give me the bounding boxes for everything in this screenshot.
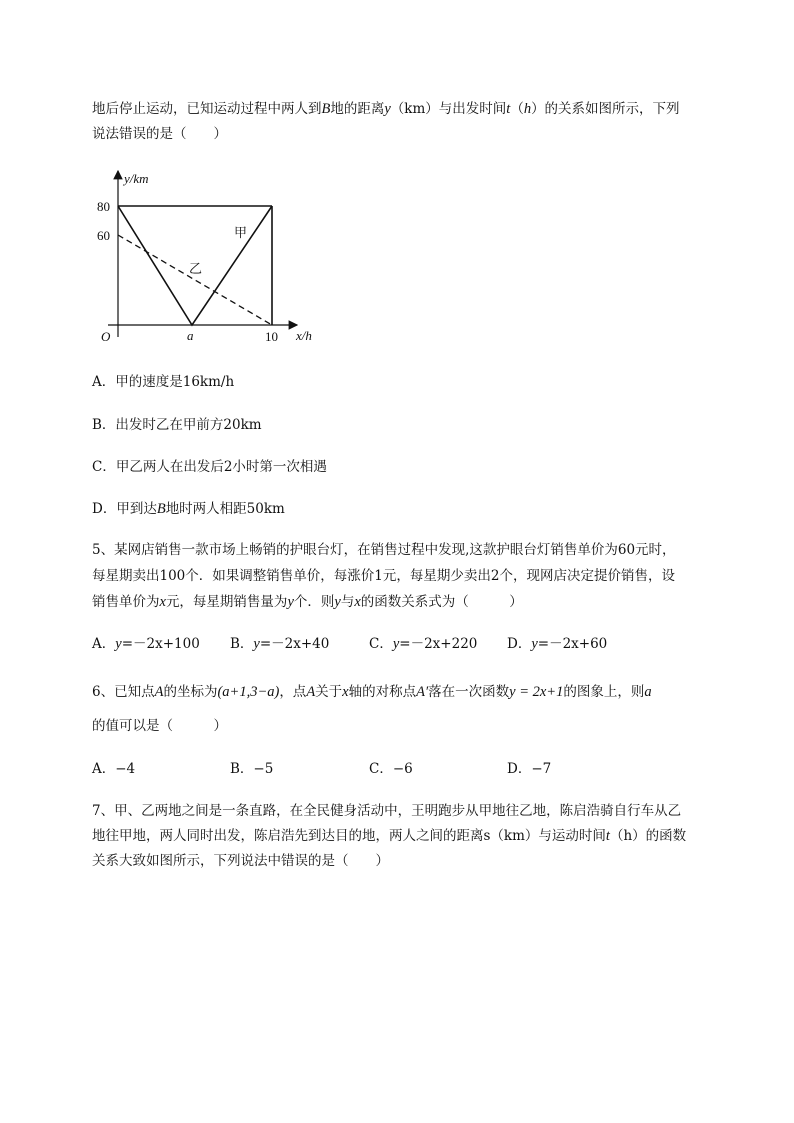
q4-var-t: t bbox=[506, 101, 511, 117]
q6-line2: 的值可以是（ ） bbox=[92, 718, 227, 734]
q5-option-c bbox=[369, 634, 477, 654]
q4-stem-text: （ bbox=[510, 101, 524, 117]
q5-var-x: x bbox=[159, 594, 166, 610]
yi-dashed-line bbox=[118, 235, 272, 325]
q6-option-d: D．−7 bbox=[507, 761, 552, 777]
q5-option-b bbox=[230, 634, 329, 654]
q4-stem-text: （km）与出发时间 bbox=[390, 101, 507, 117]
q6-text: 落在一次函数 bbox=[428, 684, 510, 700]
q5-text: 销售单价为 bbox=[92, 594, 160, 610]
q5-option-a bbox=[92, 634, 200, 654]
q4-option-b: B．出发时乙在甲前方20km bbox=[92, 417, 262, 433]
q4-var-y: y bbox=[384, 101, 391, 117]
q6-line1 bbox=[92, 682, 652, 702]
q4-option-d-text: D．甲到达 bbox=[92, 501, 157, 517]
q5-text: 个．则 bbox=[293, 594, 335, 610]
q5-option-var: y bbox=[392, 636, 400, 652]
q5-option-d bbox=[507, 634, 607, 654]
q4-stem-text: 地后停止运动，已知运动过程中两人到 bbox=[92, 101, 322, 117]
x-axis-label: x/h bbox=[296, 328, 312, 343]
q6-coordinate: (a+1,3−a) bbox=[217, 684, 280, 700]
label-yi: 乙 bbox=[189, 261, 203, 276]
origin-label: O bbox=[101, 329, 111, 344]
q6-function: y = 2x+1 bbox=[509, 684, 564, 700]
y-tick-80: 80 bbox=[97, 199, 110, 214]
q5-line3 bbox=[92, 592, 523, 612]
q5-text: 的函数关系式为（ ） bbox=[360, 594, 523, 610]
q5-var-x: x bbox=[354, 594, 361, 610]
q4-stem-text: 地的距离 bbox=[330, 101, 385, 117]
q5-option-var: y bbox=[115, 636, 122, 652]
q5-var-y: y bbox=[287, 594, 294, 610]
q5-option-expr: =－2x+60 bbox=[537, 636, 608, 652]
q6-var-a-point: A bbox=[154, 684, 164, 700]
q5-var-y: y bbox=[334, 594, 341, 610]
q4-option-d-var: B bbox=[156, 501, 166, 517]
q6-option-c: C．−6 bbox=[369, 761, 413, 777]
q5-option-label: D． bbox=[507, 636, 532, 652]
q4-stem-line2: 说法错误的是（ ） bbox=[92, 126, 227, 142]
q5-option-expr: =－2x+100 bbox=[121, 636, 200, 652]
y-tick-60: 60 bbox=[97, 228, 110, 243]
q4-stem-line1 bbox=[92, 99, 680, 119]
q7-text: 地往甲地，两人同时出发，陈启浩先到达目的地，两人之间的距离s（km）与运动时间 bbox=[92, 828, 606, 844]
q5-option-var: y bbox=[253, 636, 260, 652]
q7-line3: 关系大致如图所示，下列说法中错误的是（ ） bbox=[92, 853, 389, 869]
q5-text: 与 bbox=[340, 594, 355, 610]
q4-stem-text: ）的关系如图所示，下列 bbox=[531, 101, 680, 117]
q5-option-expr: =－2x+40 bbox=[259, 636, 330, 652]
q7-text: （h）的函数 bbox=[609, 828, 687, 844]
q6-text: 轴的对称点 bbox=[348, 684, 417, 700]
q4-option-d-text: 地时两人相距50km bbox=[165, 501, 285, 517]
q4-option-d bbox=[92, 499, 285, 519]
q6-var-a-prime: A′ bbox=[416, 684, 429, 700]
q5-option-var: y bbox=[531, 636, 538, 652]
x-tick-a: a bbox=[187, 328, 194, 343]
q6-text: 关于 bbox=[315, 684, 343, 700]
q6-text: 6、已知点 bbox=[92, 684, 155, 700]
q6-var-a-point: A bbox=[306, 684, 316, 700]
q4-option-a: A．甲的速度是16km/h bbox=[92, 374, 235, 390]
q5-option-label: A． bbox=[92, 636, 116, 652]
q7-line2 bbox=[92, 826, 686, 846]
q5-text: 元，每星期销售量为 bbox=[165, 594, 288, 610]
q6-option-b: B．−5 bbox=[230, 761, 274, 777]
label-jia: 甲 bbox=[234, 225, 248, 240]
q4-graph bbox=[92, 165, 332, 350]
q5-option-label: B． bbox=[230, 636, 254, 652]
q4-option-c: C．甲乙两人在出发后2小时第一次相遇 bbox=[92, 459, 327, 475]
q4-var-h: h bbox=[523, 101, 532, 117]
q6-var-a: a bbox=[644, 684, 652, 700]
q4-var-b: B bbox=[321, 101, 331, 117]
q5-option-expr: =－2x+220 bbox=[399, 636, 478, 652]
x-tick-10: 10 bbox=[265, 329, 278, 344]
q5-line1: 5、某网店销售一款市场上畅销的护眼台灯，在销售过程中发现,这款护眼台灯销售单价为60元时， bbox=[92, 542, 676, 558]
q6-text: 的坐标为 bbox=[163, 684, 218, 700]
q7-var-t: t bbox=[605, 828, 610, 844]
q7-line1: 7、甲、乙两地之间是一条直路，在全民健身活动中，王明跑步从甲地往乙地，陈启浩骑自行车从乙 bbox=[92, 803, 682, 819]
q6-option-a: A．−4 bbox=[92, 761, 136, 777]
q5-line2: 每星期卖出100个．如果调整销售单价，每涨价1元，每星期少卖出2个，现网店决定提价销售，设 bbox=[92, 568, 675, 584]
y-axis-label: y/km bbox=[124, 171, 149, 186]
q5-option-label: C． bbox=[369, 636, 393, 652]
q6-text: ，点 bbox=[279, 684, 307, 700]
q6-text: 的图象上，则 bbox=[563, 684, 645, 700]
q6-var-x: x bbox=[342, 684, 349, 700]
